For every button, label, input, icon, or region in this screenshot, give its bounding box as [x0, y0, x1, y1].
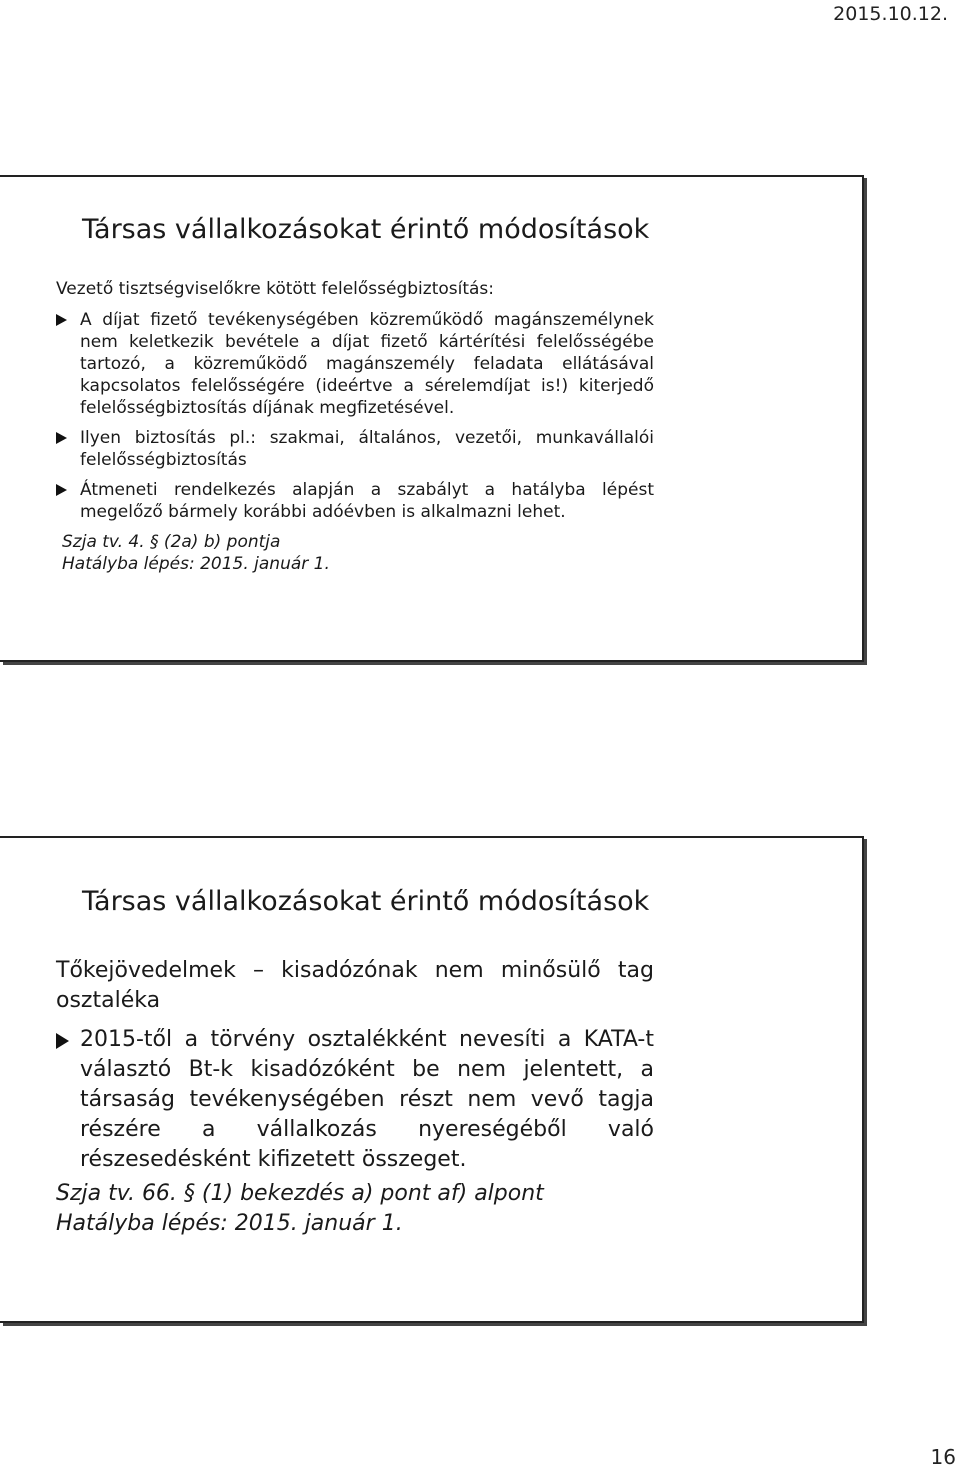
bullet-item — [56, 427, 654, 471]
slide-subheading: Vezető tisztségviselőkre kötött felelősségbiztosítás: — [56, 279, 495, 299]
bullet-text: Átmeneti rendelkezés alapján a szabályt a hatályba lépést megelőző bármely korábbi adóévben is alkalmazni lehet. — [80, 480, 654, 522]
bullet-arrow-icon — [56, 314, 67, 326]
effective-date: Hatályba lépés: 2015. január 1. — [56, 1211, 403, 1236]
bullet-text: A díjat fizető tevékenységében közreműködő magánszemélynek nem keletkezik bevétele a díjat fizető kártérítési felelősségébe tartozó, a közreműködő magánszemély feladata ellátásával kapcsolatos felelősségére (ideértve a sérelemdíjat is!) kiterjedő felelősségbiztosítás díjának megfizetésével. — [80, 310, 654, 418]
page-number: 16 — [930, 1445, 956, 1469]
bullet-arrow-icon — [56, 484, 67, 496]
slide-subheading: Tőkejövedelmek – kisadózónak nem minősülő tag osztaléka — [56, 958, 654, 1013]
slide-2 — [0, 836, 864, 1323]
law-reference: Szja tv. 66. § (1) bekezdés a) pont af) alpont — [56, 1181, 544, 1206]
bullet-arrow-icon — [56, 432, 67, 444]
bullet-arrow-icon — [56, 1033, 69, 1049]
header-date: 2015.10.12. — [833, 3, 948, 25]
effective-date: Hatályba lépés: 2015. január 1. — [62, 554, 330, 574]
slide-1 — [0, 175, 864, 662]
bullet-item — [56, 309, 654, 419]
law-reference: Szja tv. 4. § (2a) b) pontja — [62, 532, 281, 552]
bullet-item — [56, 1025, 654, 1175]
slide-title: Társas vállalkozásokat érintő módosítások — [82, 886, 650, 917]
slide-content — [56, 278, 654, 575]
slide-content — [56, 956, 654, 1239]
bullet-item — [56, 479, 654, 523]
slide-title: Társas vállalkozásokat érintő módosítások — [82, 214, 650, 245]
bullet-text: 2015-től a törvény osztalékként nevesíti a KATA-t választó Bt-k kisadózóként be nem jelentett, a társaság tevékenységében részt nem vevő tagja részére a vállalkozás nyereségéből való részesedésként kifizetett összeget. — [80, 1027, 654, 1172]
bullet-text: Ilyen biztosítás pl.: szakmai, általános, vezetői, munkavállalói felelősségbiztosítás — [80, 428, 654, 470]
